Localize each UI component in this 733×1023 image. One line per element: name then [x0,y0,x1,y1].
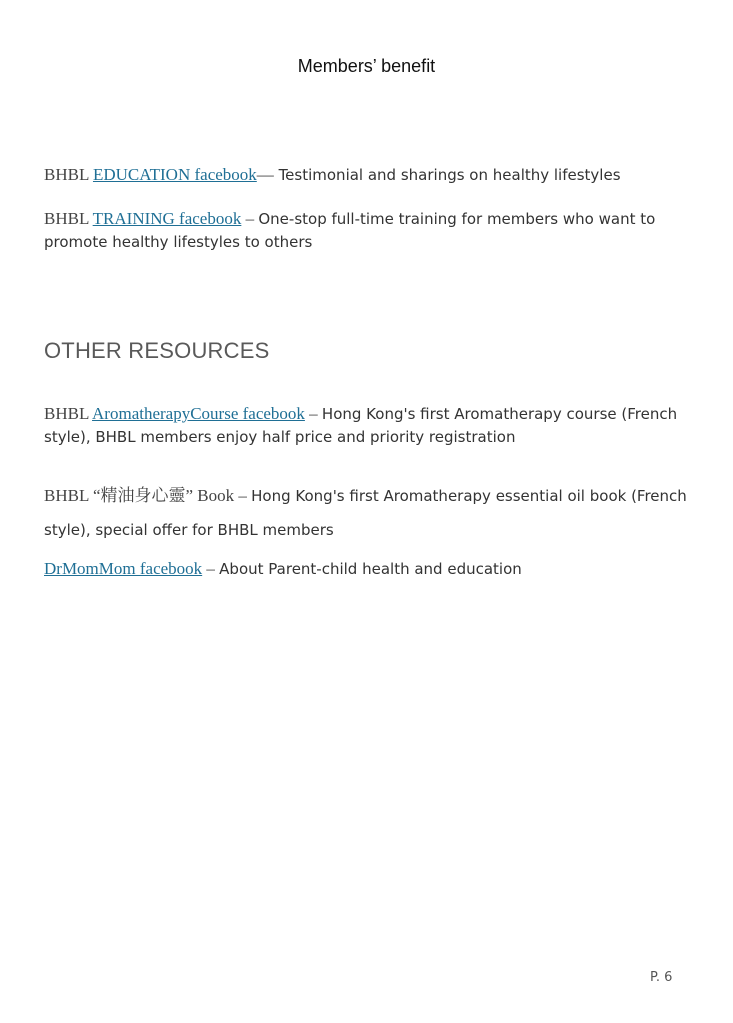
education-facebook-link[interactable]: EDUCATION facebook [92,165,257,184]
entry-dash: — [256,165,274,184]
entry-description: Testimonial and sharings on healthy lifestyles [273,166,621,184]
drmommom-facebook-link[interactable]: DrMomMom facebook [44,559,203,578]
page-number: P. 6 [650,970,673,985]
book-title: BHBL “精油身心靈” Book [44,486,235,505]
entry-description: One-stop full-time training for members who want to promote healthy lifestyles to others [44,210,656,251]
entry-dash: – [202,559,220,578]
entry-dash: – [234,486,252,505]
entry-dash: – [304,404,322,423]
entry-prefix: BHBL [44,209,93,228]
education-facebook-entry [44,163,694,187]
aromatherapy-book-entry [44,479,694,547]
drmommom-entry [44,557,694,581]
training-facebook-link[interactable]: TRAINING facebook [92,209,242,228]
entry-description: Hong Kong's first Aromatherapy course (French style), BHBL members enjoy half price and priority registration [44,405,678,446]
entry-prefix: BHBL [44,404,93,423]
entry-dash: – [241,209,259,228]
training-facebook-entry [44,207,694,254]
entry-description: About Parent-child health and education [219,560,522,578]
aromatherapy-course-entry [44,402,694,449]
page-title: Members’ benefit [297,56,436,76]
entry-description: Hong Kong's first Aromatherapy essential oil book (French style), special offer for BHBL members [44,487,687,539]
aromatherapy-course-facebook-link[interactable]: AromatherapyCourse facebook [92,404,305,423]
entry-prefix: BHBL [44,165,93,184]
other-resources-heading: OTHER RESOURCES [44,338,270,363]
